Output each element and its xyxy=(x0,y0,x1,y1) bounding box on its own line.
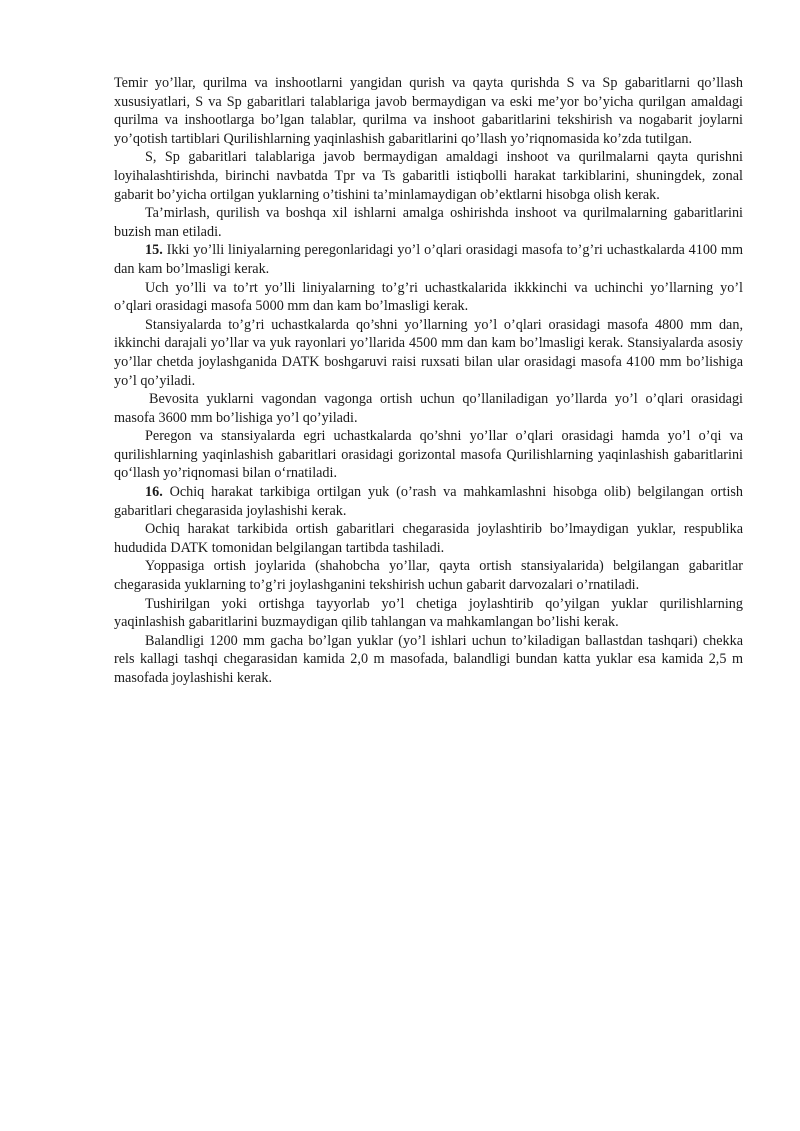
paragraph-7: Bevosita yuklarni vagondan vagonga ortish uchun qo’llaniladigan yo’llarda yo’l o’qlari orasidagi masofa 3600 mm bo’lishiga yo’l qo’yiladi. xyxy=(114,391,743,426)
paragraph-12: Tushirilgan yoki ortishga tayyorlab yo’l chetiga joylashtirib qo’yilgan yuklar qurilishlarning yaqinlashish gabaritlarini buzmaydigan qilib tahlangan va mahkamlangan bo’lishi kerak. xyxy=(114,595,743,631)
paragraph-1: Temir yo’llar, qurilma va inshootlarni yangidan qurish va qayta qurishda S va Sp gabaritlarni qo’llash xususiyatlari, S va Sp gabaritlari talablariga javob bermaydigan va eski me’yor bo’yicha qurilgan amaldagi qurilma va inshootlarga bo’lgan talablar, qurilma va inshoot gabaritlarini tekshirish va nogabarit joylarni yo’qotish tartiblari Qurilishlarning yaqinlashish gabaritlarini qo’llash yo’riqnomasida ko’zda tutilgan. xyxy=(114,75,743,147)
paragraph-13: Balandligi 1200 mm gacha bo’lgan yuklar (yo’l ishlari uchun to’kiladigan ballastdan tashqari) chekka rels kallagi tashqi chegarasidan kamida 2,0 m masofada, balandligi bundan katta yuklar esa kamida 2,5 m masofada joylashishi kerak. xyxy=(114,632,743,686)
paragraph-9 xyxy=(114,483,743,520)
paragraph-11: Yoppasiga ortish joylarida (shahobcha yo’llar, qayta ortish stansiyalarida) belgilangan gabaritlar chegarasida yuklarning to’g’ri joylashganini tekshirish uchun gabarit darvozalari o’rnatiladi. xyxy=(114,558,743,594)
paragraph-5: Uch yo’lli va to’rt yo’lli liniyalarning to’g’ri uchastkalarida ikkkinchi va uchinchi yo’llarning yo’l o’qlari orasidagi masofa 5000 mm dan kam bo’lmasligi kerak. xyxy=(114,279,743,315)
section-number-15: 15. xyxy=(145,242,163,259)
paragraph-8: Peregon va stansiyalarda egri uchastkalarda qo’shni yo’llar o’qlari orasidagi hamda yo’l o’qi va qurilishlarning yaqinlashish gabaritlari orasidagi gorizontal masofa Qurilishlarning yaqinlashish gabaritlarini qo‘llash yo’riqnomasi bilan o‘rnatiladi. xyxy=(114,428,743,482)
paragraph-2: S, Sp gabaritlari talablariga javob bermaydigan amaldagi inshoot va qurilmalarni qayta qurishni loyihalashtirishda, birinchi navbatda Tpr va Ts gabaritli istiqbolli harakat tarkiblarini, shuningdek, zonal gabarit bo’yicha ortilgan yuklarning o’tishini ta’minlamaydigan ob’ektlarni hisobga olish kerak. xyxy=(114,149,743,203)
paragraph-3: Ta’mirlash, qurilish va boshqa xil ishlarni amalga oshirishda inshoot va qurilmalarning gabaritlarini buzish man etiladi. xyxy=(114,205,743,240)
document-page xyxy=(114,74,743,688)
paragraph-4-text: Ikki yo’lli liniyalarning peregonlaridagi yo’l o’qlari orasidagi masofa to’g’ri uchastkalarda 4100 mm dan kam bo’lmasligi kerak. xyxy=(114,242,744,277)
paragraph-4 xyxy=(114,241,743,278)
section-number-16: 16. xyxy=(145,484,163,501)
paragraph-9-text: Ochiq harakat tarkibiga ortilgan yuk (o’rash va mahkamlashni hisobga olib) belgilangan ortish gabaritlari chegarasida joylashishi kerak. xyxy=(114,484,744,519)
paragraph-10: Ochiq harakat tarkibida ortish gabaritlari chegarasida joylashtirib bo’lmaydigan yuklar, respublika hududida DATK tomonidan belgilangan tartibda tashiladi. xyxy=(114,521,743,556)
paragraph-6: Stansiyalarda to’g’ri uchastkalarda qo’shni yo’llarning yo’l o’qlari orasidagi masofa 4800 mm dan, ikkinchi darajali yo’llar va yuk rayonlari yo’llarida 4500 mm dan kam bo’lmasligi kerak. Stansiyalarda asosiy yo’llar chetda joylashganida DATK boshgaruvi raisi ruxsati bilan ular orasidagi masofa 4100 mm bo’lishiga yo’l qo’yiladi. xyxy=(114,316,743,389)
